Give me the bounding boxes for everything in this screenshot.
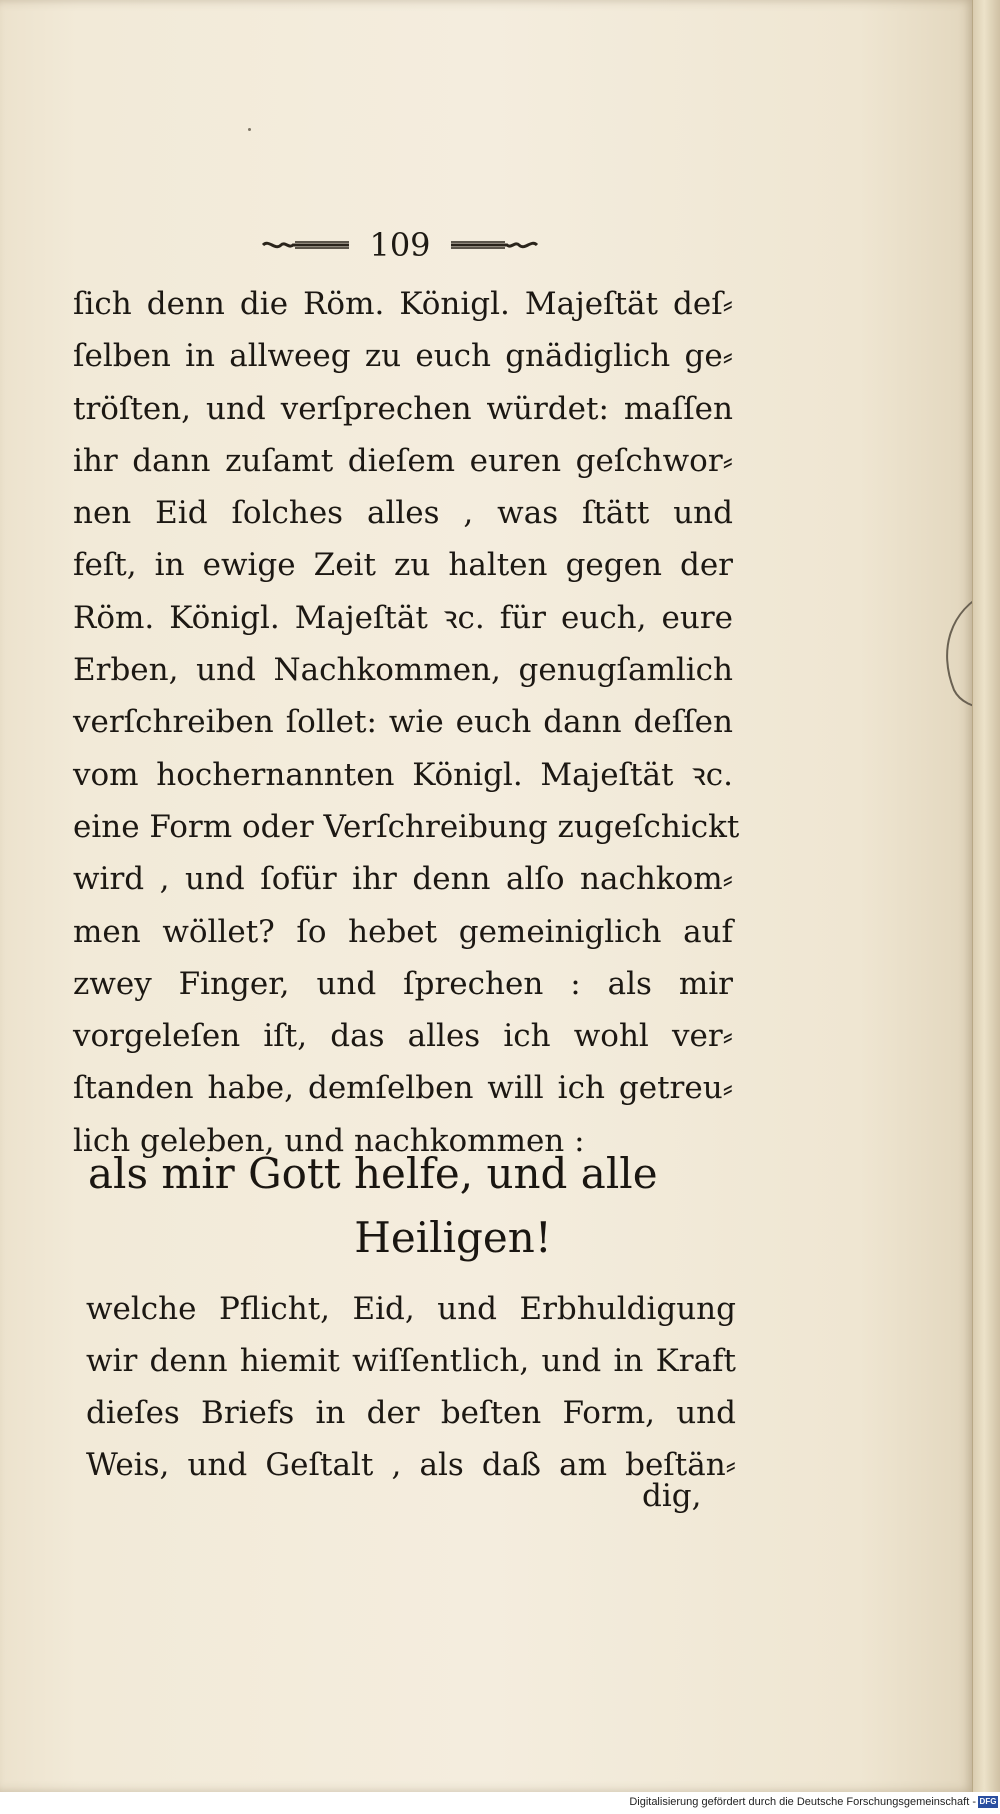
page-edge xyxy=(972,0,1000,1792)
ink-speck xyxy=(248,128,251,131)
text-line: ſtanden habe, demſelben will ich getreu⸗ xyxy=(73,1070,733,1107)
text-line: dieſes Briefs in der beſten Form, und xyxy=(86,1395,736,1431)
text-line: nen Eid ſolches alles , was ſtätt und xyxy=(73,495,733,532)
oath-line-2: Heiligen! xyxy=(354,1213,552,1262)
text-line: welche Pflicht, Eid, und Erbhuldigung xyxy=(86,1291,736,1327)
text-line: ihr dann zuſamt dieſem euren geſchwor⸗ xyxy=(73,442,733,479)
text-line: ſelben in allweeg zu euch gnädiglich ge⸗ xyxy=(73,338,733,375)
main-paragraph xyxy=(73,278,740,1167)
text-line: feſt, in ewige Zeit zu halten gegen der xyxy=(73,547,733,584)
page-header xyxy=(240,222,560,268)
text-line: tröſten, und verſprechen würdet: maſſen xyxy=(73,390,733,427)
text-line: eine Form oder Verſchreibung zugeſchickt xyxy=(73,808,740,845)
left-ornament-icon xyxy=(261,238,351,252)
text-line: vom hochernannten Königl. Majeſtät ꝛc. xyxy=(73,756,733,793)
text-line: verſchreiben ſollet: wie euch dann deſſen xyxy=(73,704,733,741)
text-line: Weis, und Geſtalt , als daß am beſtän⸗ xyxy=(86,1447,736,1483)
text-line: wir denn hiemit wiſſentlich, und in Kraft xyxy=(86,1343,736,1379)
text-line: zwey Finger, und ſprechen : als mir xyxy=(73,965,733,1002)
text-line: lich geleben, und nachkommen : xyxy=(73,1122,585,1159)
text-line: ſich denn die Röm. Königl. Majeſtät deſ⸗ xyxy=(73,286,733,322)
right-ornament-icon xyxy=(449,238,539,252)
oath-line-1: als mir Gott helfe, und alle xyxy=(88,1149,658,1198)
text-line: vorgeleſen iſt, das alles ich wohl ver⸗ xyxy=(73,1018,733,1055)
text-line: men wöllet? ſo hebet gemeiniglich auf xyxy=(73,913,733,950)
text-line: Röm. Königl. Majeſtät ꝛc. für euch, eure xyxy=(73,599,733,636)
closing-paragraph xyxy=(86,1283,736,1491)
dfg-logo-icon: DFG xyxy=(979,1797,997,1806)
page-number: 109 xyxy=(369,226,431,264)
text-line: wird , und ſofür ihr denn alſo nachkom⸗ xyxy=(73,861,733,898)
text-line: Erben, und Nachkommen, genugſamlich xyxy=(73,652,733,689)
oath-formula xyxy=(88,1142,688,1270)
footer-credit: Digitalisierung gefördert durch die Deutsche Forschungsgemeinschaft - xyxy=(629,1796,976,1808)
catchword: dig, xyxy=(642,1478,702,1514)
